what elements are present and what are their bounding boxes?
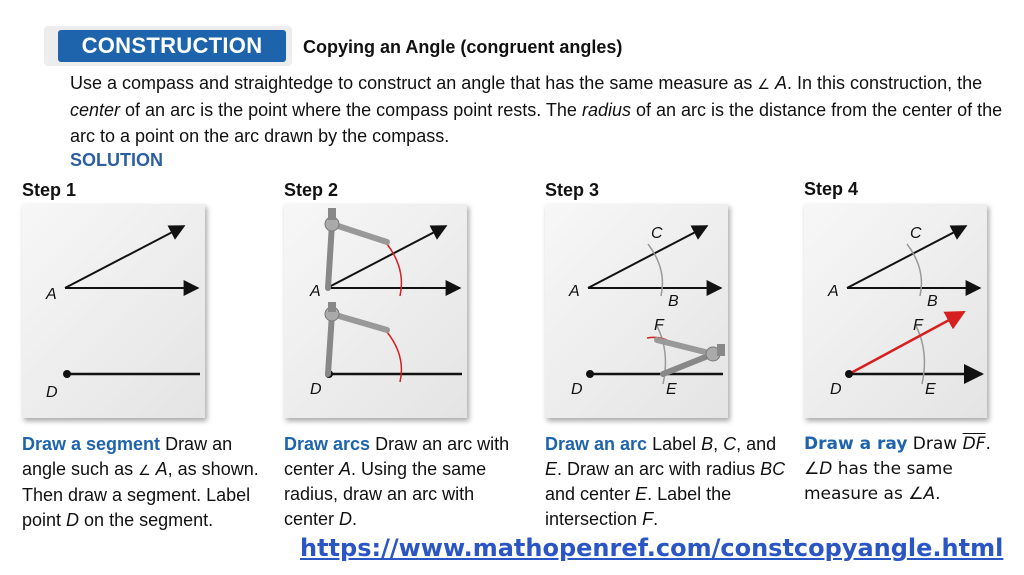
desc-var: A	[155, 459, 168, 479]
desc-text: has the same measure as	[804, 459, 953, 504]
desc-var: ∠D	[804, 459, 833, 479]
step-4-label: Step 4	[804, 179, 859, 199]
desc-var: C	[723, 434, 737, 454]
step-1-description	[22, 432, 267, 533]
step-3-label: Step 3	[545, 180, 600, 200]
label-a: A	[46, 286, 57, 303]
label-a: A	[828, 283, 839, 300]
step-1-figure	[22, 204, 205, 418]
construction-label: CONSTRUCTION	[58, 30, 286, 62]
desc-text: ,	[713, 434, 724, 454]
angle-symbol: ∠	[757, 76, 770, 92]
solution-label: SOLUTION	[70, 150, 163, 170]
desc-var: D	[339, 509, 353, 529]
angle-letter: A	[774, 73, 787, 93]
desc-text: , and	[736, 434, 777, 454]
step-1-label: Step 1	[22, 180, 77, 200]
desc-text: . Draw an arc with radius	[557, 459, 761, 479]
step-3-figure	[545, 204, 728, 418]
desc-text: .	[653, 509, 659, 529]
desc-var: E	[545, 459, 558, 479]
label-c: C	[651, 225, 663, 242]
label-c: C	[910, 225, 922, 242]
label-e: E	[666, 381, 677, 398]
label-f: F	[654, 317, 664, 334]
desc-text: .	[352, 509, 358, 529]
desc-var: A	[339, 459, 352, 479]
desc-title: Draw a segment	[22, 434, 161, 454]
page-title: Copying an Angle (congruent angles)	[303, 37, 623, 57]
label-f: F	[913, 317, 923, 334]
step-4-figure	[804, 204, 987, 418]
desc-var: F	[642, 509, 654, 529]
intro-text: of an arc is the distance from the center of the arc to a point on the arc drawn by the compass.	[70, 100, 1003, 146]
ray-ab	[65, 226, 184, 288]
desc-title: Draw a ray	[804, 434, 908, 454]
desc-text: Draw an angle such as	[22, 434, 233, 479]
desc-text: Draw an arc with center	[284, 434, 510, 479]
compass-icon	[657, 340, 725, 374]
step-2-label: Step 2	[284, 180, 339, 200]
desc-text: Label	[647, 434, 702, 454]
desc-text: .	[935, 484, 941, 504]
center-term: center	[70, 100, 121, 120]
angle-symbol: ∠	[138, 462, 151, 478]
label-b: B	[668, 293, 679, 310]
desc-text: Draw	[907, 434, 963, 454]
step-4-description	[804, 432, 1019, 507]
step-2-figure	[284, 204, 467, 418]
desc-title: Draw arcs	[284, 434, 371, 454]
desc-var: ∠A	[908, 484, 936, 504]
label-d: D	[830, 381, 842, 398]
label-a: A	[310, 283, 321, 300]
desc-text: .	[985, 434, 991, 454]
label-d: D	[571, 381, 583, 398]
step-2-description	[284, 432, 529, 532]
label-b: B	[927, 293, 938, 310]
desc-text: , as shown. Then draw a segment. Label point	[22, 459, 259, 530]
desc-text: and center	[545, 484, 636, 504]
desc-var: B	[701, 434, 714, 454]
label-a: A	[569, 283, 580, 300]
ray-df-notation: $\overline{DF}$	[962, 434, 986, 454]
label-d: D	[46, 384, 58, 401]
label-e: E	[925, 381, 936, 398]
desc-var: D	[66, 510, 80, 530]
desc-text: . Label the intersection	[545, 484, 732, 529]
desc-title: Draw an arc	[545, 434, 648, 454]
construction-badge	[44, 26, 292, 66]
desc-var: BC	[760, 459, 786, 479]
ray-df	[849, 312, 964, 374]
radius-term: radius	[581, 100, 631, 120]
desc-text: . Using the same radius, draw an arc with center	[284, 459, 487, 529]
point-d	[63, 370, 71, 378]
intro-text: Use a compass and straightedge to construct an angle that has the same measure as	[70, 73, 758, 93]
reference-link[interactable]: https://www.mathopenref.com/constcopyangle.html	[300, 534, 1004, 562]
label-d: D	[310, 381, 322, 398]
compass-icon-top	[325, 208, 387, 288]
intro-text: of an arc is the point where the compass point rests. The	[120, 100, 582, 120]
step-3-description	[545, 432, 790, 532]
desc-var: E	[635, 484, 648, 504]
intro-paragraph	[70, 70, 1005, 149]
desc-text: on the segment.	[79, 510, 214, 530]
compass-icon-bottom	[325, 302, 387, 374]
intro-text: . In this construction, the	[787, 73, 983, 93]
